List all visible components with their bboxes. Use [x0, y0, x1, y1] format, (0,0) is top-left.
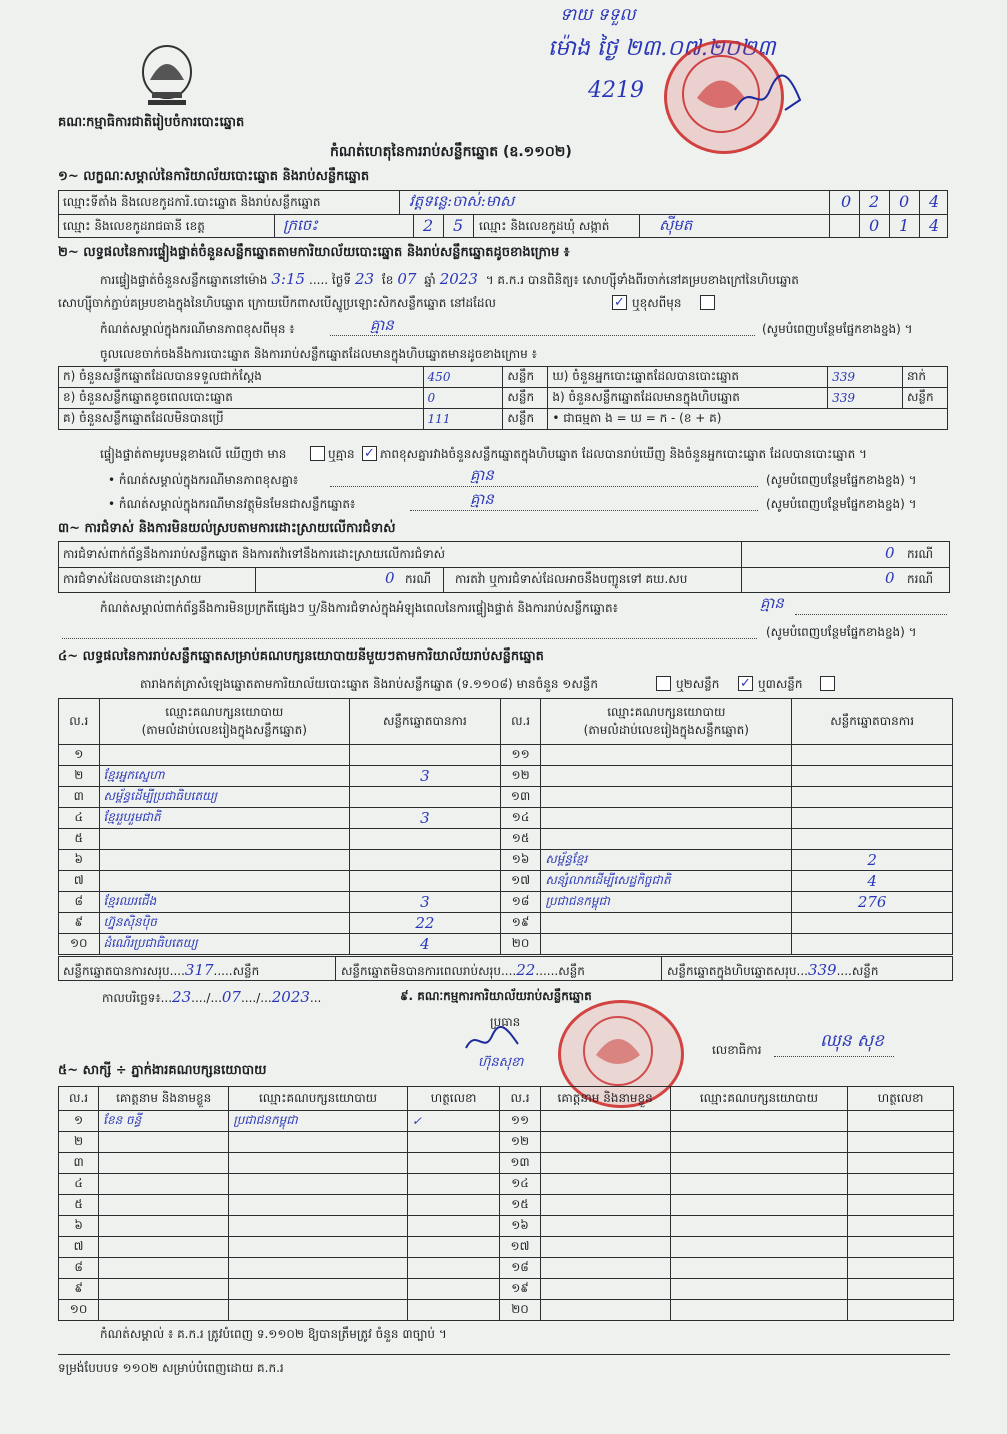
witness-row-no: ៦: [59, 1216, 99, 1237]
has-difference-checkbox[interactable]: [310, 446, 325, 461]
party-row-no: ១៥: [500, 829, 541, 850]
province-code-1: 2: [423, 216, 434, 235]
row-b-label: ខ) ចំនួនសន្លឹកឆ្នោតខូចពេលបោះឆ្នោត: [59, 388, 424, 409]
party-name: [541, 787, 792, 808]
party-name: [541, 808, 792, 829]
chair-label: ប្រធាន: [490, 1015, 521, 1029]
witness-row-no: ៨: [59, 1258, 99, 1279]
changed-label: ឬខុសពីមុន: [632, 296, 682, 310]
witness-row-no: ១១: [500, 1111, 540, 1132]
witness-signature: [407, 1195, 499, 1216]
witness-signature: ✓: [407, 1111, 499, 1132]
w-col-no-right: ល.រ: [500, 1087, 540, 1111]
secretary-name: ឈុន សុខ: [820, 1031, 884, 1051]
row-a-unit: សន្លឹក: [503, 367, 548, 388]
witness-row-no: ១៣: [500, 1153, 540, 1174]
witness-row-no: ២: [59, 1132, 99, 1153]
fill-more-3: (សូមបំពេញបន្ថែមផ្នែកខាងខ្នង) ។: [766, 497, 917, 511]
witness-signature: [407, 1300, 499, 1321]
witness-name: [540, 1216, 670, 1237]
col-votes-left: សន្លឹកឆ្នោតបានការ: [350, 699, 501, 745]
objection-value: 0: [885, 544, 895, 562]
witness-party: [670, 1300, 848, 1321]
witness-name: [540, 1237, 670, 1258]
party-votes: [792, 808, 953, 829]
section3-note: កំណត់សម្គាល់ពាក់ព័ន្ធនឹងការមិនប្រក្រតីផ្សេងៗ ឬ/និងការជំទាស់ក្នុងអំឡុងពេលនៃការផ្ទៀងផ្ទាត់ និងការរាប់សន្លឹកឆ្នោត៖: [100, 601, 618, 615]
witness-name: [540, 1132, 670, 1153]
station-code-2: 2: [869, 192, 880, 211]
total-valid-value: 317: [184, 961, 214, 979]
forwarded-value: 0: [885, 569, 895, 587]
witness-name: [99, 1300, 229, 1321]
section2-para2: សោហ្ស៊ីចាក់ភ្ជាប់គម្របខាងក្នុងនៃហិបឆ្នោត ក្រោយបើកពាសបើស្នូប្រឡោះសិកសន្លឹកឆ្នោត នៅដដែល: [58, 296, 496, 310]
col-no-right: ល.រ: [500, 699, 541, 745]
commune-label: ឈ្មោះ និងលេខកូដឃុំ សង្កាត់: [479, 219, 610, 233]
table-row: [59, 934, 953, 955]
commune-code-3: 4: [929, 216, 940, 235]
forwarded-unit: ករណី: [907, 572, 934, 586]
w-col-name-right: គោត្តនាម និងនាមខ្លួន: [540, 1087, 670, 1111]
party-name: ខ្មែររួបរួមជាតិ: [99, 808, 350, 829]
witness-signature: [407, 1132, 499, 1153]
table-row: [59, 1300, 954, 1321]
party-name: ខ្មែរឈរជើង: [99, 892, 350, 913]
two-sheet-label: ឬ២សន្លឹក: [676, 677, 720, 691]
witness-signature: [848, 1132, 954, 1153]
ballot-count-table: [58, 366, 948, 430]
station-code-3: 0: [899, 192, 910, 211]
witness-party: [670, 1258, 848, 1279]
party-row-no: ៨: [59, 892, 100, 913]
totals-row: [58, 956, 953, 981]
row-e-unit: សន្លឹក: [903, 388, 948, 409]
witness-party: [229, 1237, 408, 1258]
table-row: [59, 787, 953, 808]
province-code-2: 5: [453, 216, 464, 235]
party-row-no: ១៨: [500, 892, 541, 913]
witness-name: [540, 1279, 670, 1300]
bullet2-value: គ្មាន: [470, 490, 494, 508]
handwritten-note-1: ទាយ ទទួល: [560, 5, 636, 25]
party-name: [99, 829, 350, 850]
table-row: [59, 829, 953, 850]
station-label: ឈ្មោះទីតាំង និងលេខកូដការិ.បោះឆ្នោត និងរាប់សន្លឹកឆ្នោត: [63, 195, 321, 209]
witness-row-no: ៤: [59, 1174, 99, 1195]
date-line: កាលបរិច្ឆេទ៖...23..../...07..../...2023...: [102, 988, 322, 1006]
witness-row-no: ១៧: [500, 1237, 540, 1258]
section5-heading: ៥~ សាក្សី ÷ ភ្នាក់ងារគណបក្សនយោបាយ: [58, 1063, 267, 1078]
party-votes: 3: [350, 892, 501, 913]
handwritten-note-2: ម៉ោង ថ្ងៃ ២៣.០៧.២០២៣: [548, 36, 776, 61]
party-name: [541, 829, 792, 850]
fill-more-4: (សូមបំពេញបន្ថែមផ្នែកខាងខ្នង) ។: [766, 625, 917, 639]
station-value: វត្តទន្លេ:ចាស់:មាស: [409, 192, 515, 210]
witness-party: [670, 1279, 848, 1300]
party-votes: 276: [792, 892, 953, 913]
party-name: [541, 934, 792, 955]
province-label: ឈ្មោះ និងលេខកូដរាជធានី ខេត្ត: [63, 219, 205, 233]
note1-label: កំណត់សម្គាល់ក្នុងករណីមានភាពខុសពីមុន ៖: [100, 322, 295, 336]
row-a-value: 450: [423, 367, 503, 388]
emblem-icon: [138, 42, 196, 112]
resolved-unit: ករណី: [405, 572, 432, 586]
party-row-no: ១៣: [500, 787, 541, 808]
party-votes: [350, 850, 501, 871]
party-votes: [350, 787, 501, 808]
resolved-label: ការជំទាស់ដែលបានដោះស្រាយ: [63, 572, 202, 586]
witness-name: [99, 1216, 229, 1237]
party-votes: 3: [350, 766, 501, 787]
commune-value: ស៊ីមត: [659, 216, 693, 234]
table-row: [59, 1153, 954, 1174]
party-row-no: ១១: [500, 745, 541, 766]
objection-label: ការជំទាស់ពាក់ព័ន្ធនឹងការរាប់សន្លឹកឆ្នោត និងការតវ៉ាទៅនឹងការដោះស្រាយលើការជំទាស់: [63, 547, 446, 561]
w-col-no-left: ល.រ: [59, 1087, 99, 1111]
col-party-left: ឈ្មោះគណបក្សនយោបាយ (តាមលំដាប់លេខរៀងក្នុងសន្លឹកឆ្នោត): [99, 699, 350, 745]
row-e-value: 339: [828, 388, 903, 409]
party-row-no: ៥: [59, 829, 100, 850]
witness-party: [229, 1279, 408, 1300]
party-row-no: ១២: [500, 766, 541, 787]
total-invalid: សន្លឹកឆ្នោតមិនបានការពេលរាប់សរុប....22......សន្លឹក: [341, 961, 585, 979]
w-col-party-left: ឈ្មោះគណបក្សនយោបាយ: [229, 1087, 408, 1111]
total-box-value: 339: [807, 961, 837, 979]
witness-party: [670, 1195, 848, 1216]
party-votes: 3: [350, 808, 501, 829]
same-checkbox[interactable]: ✓: [612, 295, 627, 310]
total-valid: សន្លឹកឆ្នោតបានការសរុប....317.....សន្លឹក: [63, 961, 260, 979]
commune-code-1: 0: [869, 216, 880, 235]
witness-name: [99, 1237, 229, 1258]
table-row: [59, 1216, 954, 1237]
party-row-no: ៦: [59, 850, 100, 871]
witness-party: ប្រជាជនកម្ពុជា: [229, 1111, 408, 1132]
chair-signature-icon: [462, 1026, 522, 1056]
compare-text-b: ឬគ្មាន: [328, 447, 355, 461]
table-row: [59, 1258, 954, 1279]
party-name: [99, 745, 350, 766]
party-row-no: ១: [59, 745, 100, 766]
witness-name: [540, 1111, 670, 1132]
party-votes: [792, 787, 953, 808]
party-votes: [792, 829, 953, 850]
party-results-table: [58, 698, 953, 955]
witness-row-no: ១: [59, 1111, 99, 1132]
bullet2-label: • កំណត់សម្គាល់ក្នុងករណីមានវត្ថុមិនមែនជាសន្លឹកឆ្នោត៖: [108, 497, 356, 511]
col-votes-right: សន្លឹកឆ្នោតបានការ: [792, 699, 953, 745]
col-no-left: ល.រ: [59, 699, 100, 745]
witness-table: [58, 1086, 954, 1321]
witness-name: [99, 1258, 229, 1279]
note2-label: ចូលលេខចាក់ចងនឹងការបោះឆ្នោត និងការរាប់សន្លឹកឆ្នោតដែលមានក្នុងហិបឆ្នោតមានដូចខាងក្រោម ៖: [100, 347, 537, 361]
witness-row-no: ១៦: [500, 1216, 540, 1237]
table-row: [59, 892, 953, 913]
party-name: [99, 871, 350, 892]
witness-signature: [848, 1153, 954, 1174]
witness-signature: [848, 1111, 954, 1132]
form-title: កំណត់ហេតុនៃការរាប់សន្លឹកឆ្នោត (ឧ.១១០២): [330, 144, 572, 160]
party-name: ប្រជាជនកម្ពុជា: [541, 892, 792, 913]
party-name: ហ្វ៊ុនស៊ិនប៉ិច: [99, 913, 350, 934]
three-sheet-checkbox[interactable]: [820, 676, 835, 691]
witness-row-no: ៩: [59, 1279, 99, 1300]
no-difference-checkbox[interactable]: ✓: [362, 446, 377, 461]
party-row-no: ១៧: [500, 871, 541, 892]
party-row-no: ១៩: [500, 913, 541, 934]
one-sheet-checkbox[interactable]: [656, 676, 671, 691]
party-row-no: ២: [59, 766, 100, 787]
witness-row-no: ១២: [500, 1132, 540, 1153]
objection-unit: ករណី: [907, 547, 934, 561]
witness-signature: [407, 1258, 499, 1279]
row-c-label: គ) ចំនួនសន្លឹកឆ្នោតដែលមិនបានប្រើ: [59, 409, 424, 430]
party-name: សន្សំលាភដើម្បីសេដ្ឋកិច្ចជាតិ: [541, 871, 792, 892]
section3-box: [58, 541, 950, 593]
witness-row-no: ២០: [500, 1300, 540, 1321]
row-b-value: 0: [423, 388, 503, 409]
commission-name: គណៈកម្មាធិការជាតិរៀបចំការបោះឆ្នោត: [58, 115, 245, 130]
witness-row-no: ១៩: [500, 1279, 540, 1300]
date-year: 2023: [271, 988, 310, 1006]
party-name: សម្ព័ន្ធដើម្បីប្រជាធិបតេយ្យ: [99, 787, 350, 808]
two-sheet-checkbox[interactable]: ✓: [738, 676, 753, 691]
witness-name: [99, 1279, 229, 1300]
year-value: 2023: [439, 270, 478, 288]
w-col-sign-right: ហត្ថលេខា: [848, 1087, 954, 1111]
fill-more-2: (សូមបំពេញបន្ថែមផ្នែកខាងខ្នង) ។: [766, 473, 917, 487]
witness-signature: [848, 1237, 954, 1258]
witness-name: [540, 1300, 670, 1321]
witness-signature: [407, 1153, 499, 1174]
witness-party: [229, 1153, 408, 1174]
party-name: [541, 745, 792, 766]
party-name: [99, 850, 350, 871]
formula-note: • ជាធម្មតា ង = ឃ = ក - (ខ + គ): [548, 409, 948, 430]
witness-signature: [407, 1174, 499, 1195]
section3-note-value: គ្មាន: [760, 594, 784, 612]
compare-text-a: ផ្ទៀងផ្ទាត់តាមរូបមន្តខាងលើ ឃើញថា មាន: [100, 447, 287, 461]
party-votes: [792, 766, 953, 787]
witness-party: [670, 1216, 848, 1237]
witness-signature: [848, 1195, 954, 1216]
witness-row-no: ១៨: [500, 1258, 540, 1279]
party-row-no: ៧: [59, 871, 100, 892]
witness-row-no: ៥: [59, 1195, 99, 1216]
witness-signature: [407, 1237, 499, 1258]
witness-party: [229, 1132, 408, 1153]
table-row: [59, 766, 953, 787]
witness-row-no: ៧: [59, 1237, 99, 1258]
witness-name: [540, 1174, 670, 1195]
party-row-no: ៩: [59, 913, 100, 934]
party-row-no: ៣: [59, 787, 100, 808]
party-votes: 22: [350, 913, 501, 934]
witness-party: [670, 1153, 848, 1174]
party-name: [541, 766, 792, 787]
witness-row-no: ១០: [59, 1300, 99, 1321]
party-votes: [792, 934, 953, 955]
witness-signature: [407, 1216, 499, 1237]
note1-value: គ្មាន: [370, 316, 394, 334]
three-sheet-label: ឬ៣សន្លឹក: [758, 677, 803, 691]
form-footer: ទម្រង់បែបបទ ១១០២ សម្រាប់បំពេញដោយ គ.ក.រ: [58, 1361, 284, 1375]
section3-heading: ៣~ ការជំទាស់ និងការមិនយល់ស្របតាមការដោះស្រាយលើការជំទាស់: [58, 521, 396, 536]
party-row-no: ១០: [59, 934, 100, 955]
witness-signature: [848, 1174, 954, 1195]
party-votes: [792, 913, 953, 934]
witness-signature: [848, 1258, 954, 1279]
section4-sub: តារាងកត់ត្រាសំឡេងឆ្នោតតាមការិយាល័យបោះឆ្នោត និងរាប់សន្លឹកឆ្នោត (ទ.១១០៨) មានចំនួន ១សន្លឹក: [140, 677, 598, 691]
party-votes: [792, 745, 953, 766]
section1-box: [58, 190, 948, 238]
time-value: 3:15: [271, 270, 306, 288]
party-row-no: ១៤: [500, 808, 541, 829]
section4-heading: ៤~ លទ្ធផលនៃការរាប់សន្លឹកឆ្នោតសម្រាប់គណបក្សនយោបាយនីមួយៗតាមការិយាល័យរាប់សន្លឹកឆ្នោត: [58, 649, 544, 664]
table-row: [59, 1279, 954, 1300]
party-votes: 2: [792, 850, 953, 871]
witness-name: [99, 1132, 229, 1153]
w-col-name-left: គោត្តនាម និងនាមខ្លួន: [99, 1087, 229, 1111]
table-row: [59, 367, 948, 388]
party-votes: 4: [350, 934, 501, 955]
witness-party: [229, 1300, 408, 1321]
witness-name: [99, 1195, 229, 1216]
committee-label: ៩. គណៈកម្មការការិយាល័យរាប់សន្លឹកឆ្នោត: [400, 989, 592, 1003]
row-c-value: 111: [423, 409, 503, 430]
party-name: ដំណើរប្រជាធិបតេយ្យ: [99, 934, 350, 955]
resolved-value: 0: [385, 569, 395, 587]
row-c-unit: សន្លឹក: [503, 409, 548, 430]
party-name: [541, 913, 792, 934]
signature-icon: [730, 70, 810, 120]
bullet1-label: • កំណត់សម្គាល់ក្នុងករណីមានភាពខុសគ្នា៖: [108, 473, 299, 487]
witness-party: [229, 1174, 408, 1195]
table-row: [59, 1237, 954, 1258]
row-d-label: ឃ) ចំនួនអ្នកបោះឆ្នោតដែលបានបោះឆ្នោត: [548, 367, 828, 388]
party-votes: [350, 871, 501, 892]
commune-code-2: 1: [899, 216, 910, 235]
compare-text-c: ភាពខុសគ្នារវាងចំនួនសន្លឹកឆ្នោតក្នុងហិបឆ្នោត ដែលបានរាប់ឃើញ និងចំនួនអ្នកបោះឆ្នោត ដែលបានបោះឆ្នោត ។: [380, 447, 867, 461]
party-votes: [350, 745, 501, 766]
total-box: សន្លឹកឆ្នោតក្នុងហិបឆ្នោតសរុប...339....សន្លឹក: [667, 961, 879, 979]
party-row-no: ២០: [500, 934, 541, 955]
forwarded-label: ការតវ៉ា ឬការជំទាស់ដែលអាចនឹងបញ្ជូនទៅ គឃ.សប: [455, 572, 688, 586]
witness-row-no: ១៤: [500, 1174, 540, 1195]
witness-party: [670, 1237, 848, 1258]
party-row-no: ៤: [59, 808, 100, 829]
witness-party: [670, 1132, 848, 1153]
witness-signature: [407, 1279, 499, 1300]
month-value: 07: [397, 270, 417, 288]
table-row: [59, 850, 953, 871]
table-row: [59, 913, 953, 934]
section1-heading: ១~ លក្ខណៈសម្គាល់នៃការិយាល័យបោះឆ្នោត និងរាប់សន្លឹកឆ្នោត: [58, 169, 370, 184]
witness-name: [540, 1153, 670, 1174]
party-name: សម្ព័ន្ធខ្មែរ: [541, 850, 792, 871]
party-row-no: ១៦: [500, 850, 541, 871]
party-votes: [350, 829, 501, 850]
witness-party: [229, 1216, 408, 1237]
witness-signature: [848, 1216, 954, 1237]
row-d-unit: នាក់: [903, 367, 948, 388]
table-row: [59, 388, 948, 409]
witness-name: ខែន ចន្ធី: [99, 1111, 229, 1132]
province-value: ក្រចេះ: [283, 216, 318, 234]
table-row: [59, 1174, 954, 1195]
date-month: 07: [221, 988, 241, 1006]
witness-party: [670, 1174, 848, 1195]
party-votes: 4: [792, 871, 953, 892]
witness-row-no: ១៥: [500, 1195, 540, 1216]
footnote: កំណត់សម្គាល់ ៖ គ.ក.រ ត្រូវបំពេញ ទ.១១០២ ឱ្យបានត្រឹមត្រូវ ចំនួន ៣ច្បាប់ ។: [100, 1327, 447, 1341]
w-col-sign-left: ហត្ថលេខា: [407, 1087, 499, 1111]
table-row: [59, 1111, 954, 1132]
table-row: [59, 745, 953, 766]
row-e-label: ង) ចំនួនសន្លឹកឆ្នោតដែលមានក្នុងហិបឆ្នោត: [548, 388, 828, 409]
witness-party: [670, 1111, 848, 1132]
witness-row-no: ៣: [59, 1153, 99, 1174]
station-code-1: 0: [841, 192, 852, 211]
witness-name: [99, 1174, 229, 1195]
party-name: ខ្មែរអ្នកស្នេហា: [99, 766, 350, 787]
table-row: [59, 1195, 954, 1216]
table-row: [59, 808, 953, 829]
handwritten-note-3: 4219: [588, 78, 644, 103]
changed-checkbox[interactable]: [700, 295, 715, 310]
witness-signature: [848, 1300, 954, 1321]
witness-name: [99, 1153, 229, 1174]
table-row: [59, 1132, 954, 1153]
table-row: [59, 409, 948, 430]
witness-party: [229, 1258, 408, 1279]
col-party-right: ឈ្មោះគណបក្សនយោបាយ (តាមលំដាប់លេខរៀងក្នុងសន្លឹកឆ្នោត): [541, 699, 792, 745]
witness-name: [540, 1258, 670, 1279]
date-day: 23: [172, 988, 192, 1006]
table-row: [59, 871, 953, 892]
day-value: 23: [354, 270, 375, 288]
witness-name: [540, 1195, 670, 1216]
secretary-label: លេខាធិការ: [712, 1043, 762, 1057]
row-d-value: 339: [828, 367, 903, 388]
total-invalid-value: 22: [516, 961, 536, 979]
chair-name: ហ៊ុនសុខា: [478, 1055, 524, 1070]
witness-signature: [848, 1279, 954, 1300]
row-a-label: ក) ចំនួនសន្លឹកឆ្នោតដែលបានទទួលជាក់ស្តែង: [59, 367, 424, 388]
w-col-party-right: ឈ្មោះគណបក្សនយោបាយ: [670, 1087, 848, 1111]
station-code-4: 4: [929, 192, 940, 211]
section2-para1: ការផ្ទៀងផ្ទាត់ចំនួនសន្លឹកឆ្នោតនៅម៉ោង 3:15 ..... ថ្ងៃទី 23 ខែ 07 ឆ្នាំ 2023 ។ គ.ក.រ បានពិនិត្យ៖ សោហ្ស៊ីទាំងពីរចាក់នៅគម្របខាងក្រៅនៃហិបឆ្នោត: [100, 270, 799, 288]
row-b-unit: សន្លឹក: [503, 388, 548, 409]
fill-more-1: (សូមបំពេញបន្ថែមផ្នែកខាងខ្នង) ។: [762, 322, 913, 336]
witness-party: [229, 1195, 408, 1216]
bullet1-value: គ្មាន: [470, 466, 494, 484]
section2-heading: ២~ លទ្ធផលនៃការផ្ទៀងផ្ទាត់ចំនួនសន្លឹកឆ្នោតតាមការិយាល័យបោះឆ្នោត និងរាប់សន្លឹកឆ្នោតដូចខាងក្រោម ៖: [58, 245, 570, 260]
